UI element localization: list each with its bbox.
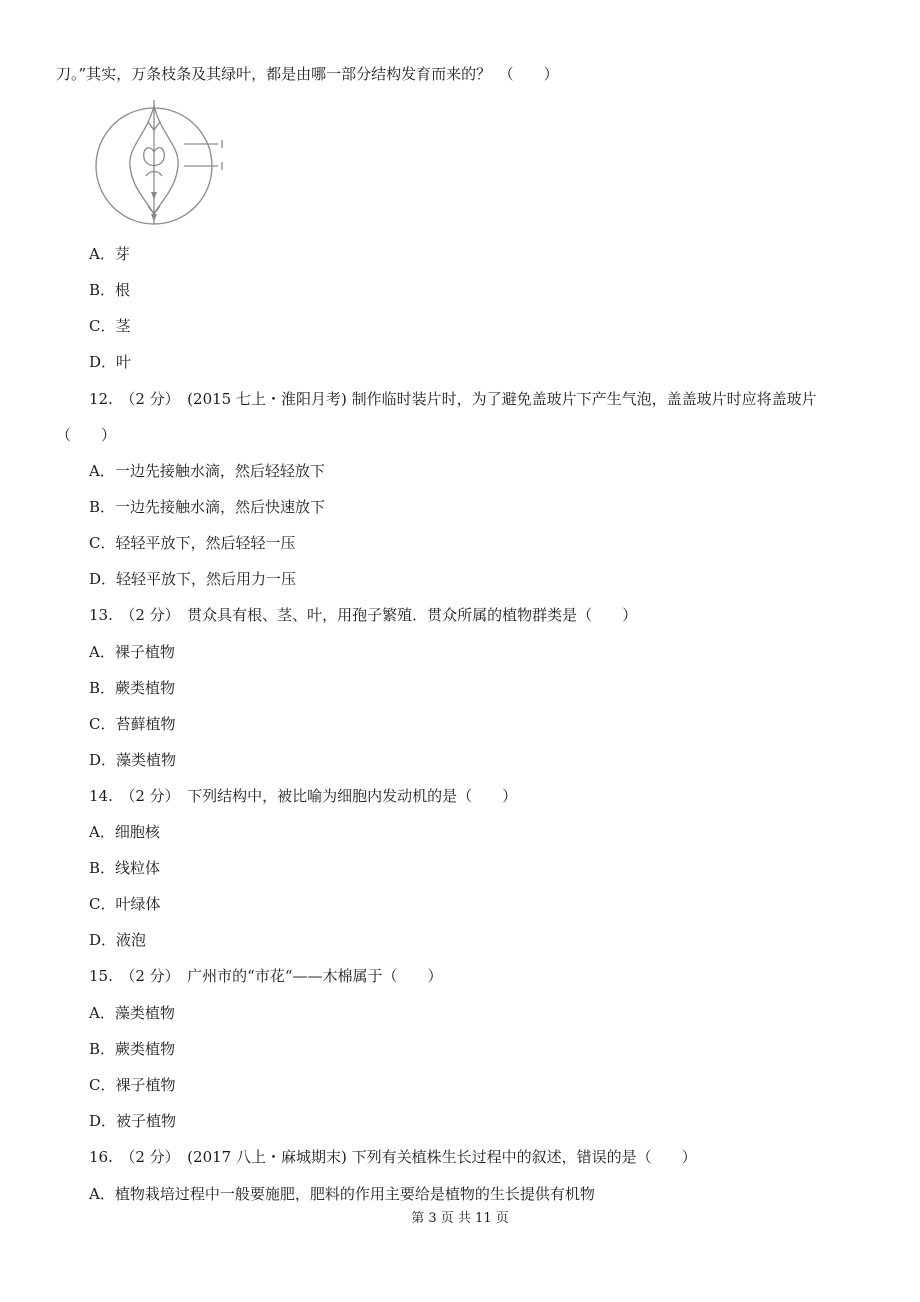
q12-option-a: A．一边先接触水滴，然后轻轻放下: [89, 462, 325, 480]
question-12-text: 12. （2 分） (2015 七上・淮阳月考) 制作临时装片时，为了避免盖玻片下产生气泡，盖盖玻片时应将盖玻片: [89, 390, 817, 408]
q14-option-b: B．线粒体: [89, 859, 161, 877]
q11-option-d: D．叶: [89, 353, 132, 371]
q13-option-c: C．苔藓植物: [89, 715, 176, 733]
q15-option-a: A．藻类植物: [89, 1004, 175, 1022]
q11-option-b: B．根: [89, 281, 131, 299]
q12-option-d: D．轻轻平放下，然后用力一压: [89, 570, 297, 588]
q14-option-c: C．叶绿体: [89, 895, 161, 913]
question-16-text: 16. （2 分） (2017 八上・麻城期末) 下列有关植株生长过程中的叙述，错误的是（ ）: [89, 1148, 697, 1166]
q14-option-d: D．液泡: [89, 931, 147, 949]
q14-option-a: A．细胞核: [89, 823, 160, 841]
q13-option-d: D．藻类植物: [89, 751, 177, 769]
page-footer: 第 3 页 共 11 页: [411, 1211, 509, 1226]
question-11-text: 刀。”其实，万条枝条及其绿叶，都是由哪一部分结构发育而来的？ （ ）: [56, 65, 559, 83]
q13-option-a: A．裸子植物: [89, 643, 175, 661]
question-15-text: 15. （2 分） 广州市的“市花“——木棉属于（ ）: [89, 967, 443, 985]
question-13-text: 13. （2 分） 贯众具有根、茎、叶，用孢子繁殖．贯众所属的植物群类是（ ）: [89, 606, 638, 624]
q13-option-b: B．蕨类植物: [89, 679, 176, 697]
q16-option-a: A．植物栽培过程中一般要施肥，肥料的作用主要给是植物的生长提供有机物: [89, 1185, 595, 1203]
question-14-text: 14. （2 分） 下列结构中，被比喻为细胞内发动机的是（ ）: [89, 787, 518, 805]
q15-option-d: D．被子植物: [89, 1112, 177, 1130]
q15-option-c: C．裸子植物: [89, 1076, 176, 1094]
question-12-continuation: （ ）: [56, 426, 117, 444]
q15-option-b: B．蕨类植物: [89, 1040, 176, 1058]
bud-longitudinal-section-figure: [88, 96, 248, 228]
q12-option-b: B．一边先接触水滴，然后快速放下: [89, 498, 326, 516]
q12-option-c: C．轻轻平放下，然后轻轻一压: [89, 534, 296, 552]
q11-option-c: C．茎: [89, 317, 131, 335]
q11-option-a: A．芽: [89, 245, 130, 263]
